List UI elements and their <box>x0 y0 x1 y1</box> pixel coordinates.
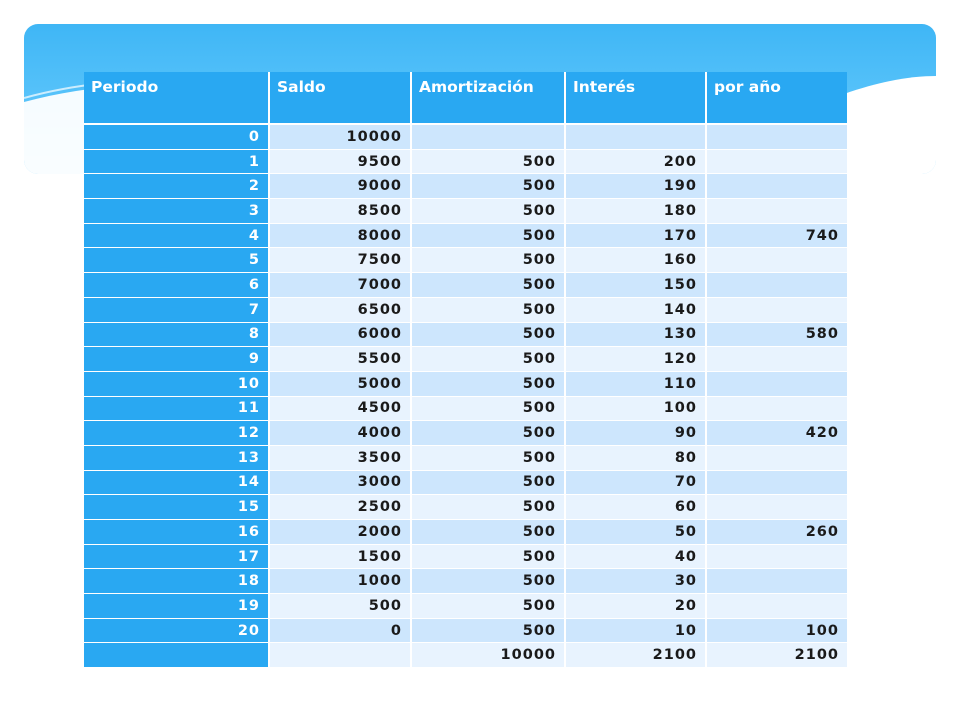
periodo-cell: 6 <box>84 273 270 298</box>
interes-cell: 150 <box>566 273 707 298</box>
header-periodo: Periodo <box>84 72 270 125</box>
table-row <box>84 298 847 323</box>
periodo-cell: 12 <box>84 421 270 446</box>
amortizacion-cell: 500 <box>412 594 566 619</box>
periodo-cell: 20 <box>84 619 270 644</box>
saldo-cell: 0 <box>270 619 412 644</box>
periodo-cell: 2 <box>84 174 270 199</box>
table-row <box>84 421 847 446</box>
header-saldo: Saldo <box>270 72 412 125</box>
interes-cell: 40 <box>566 545 707 570</box>
saldo-cell: 7500 <box>270 248 412 273</box>
amortizacion-cell: 500 <box>412 150 566 175</box>
saldo-cell: 3000 <box>270 471 412 496</box>
amortizacion-cell: 500 <box>412 619 566 644</box>
amortizacion-cell: 500 <box>412 495 566 520</box>
periodo-cell: 17 <box>84 545 270 570</box>
table-row <box>84 569 847 594</box>
saldo-cell: 8000 <box>270 224 412 249</box>
periodo-cell: 1 <box>84 150 270 175</box>
table-body <box>84 125 847 668</box>
table-row <box>84 471 847 496</box>
saldo-cell: 4000 <box>270 421 412 446</box>
por-ano-cell <box>707 199 847 224</box>
table-row <box>84 273 847 298</box>
amortizacion-cell: 500 <box>412 323 566 348</box>
periodo-cell: 0 <box>84 125 270 150</box>
interes-cell: 100 <box>566 397 707 422</box>
saldo-cell: 10000 <box>270 125 412 150</box>
interes-cell: 110 <box>566 372 707 397</box>
por-ano-cell <box>707 347 847 372</box>
amortizacion-cell: 500 <box>412 248 566 273</box>
interes-cell: 120 <box>566 347 707 372</box>
table-row <box>84 643 847 668</box>
por-ano-cell: 420 <box>707 421 847 446</box>
interes-cell: 170 <box>566 224 707 249</box>
periodo-cell: 14 <box>84 471 270 496</box>
periodo-cell: 10 <box>84 372 270 397</box>
por-ano-cell <box>707 446 847 471</box>
interes-cell: 60 <box>566 495 707 520</box>
amortizacion-cell: 500 <box>412 199 566 224</box>
table-header-row <box>84 72 847 125</box>
table-row <box>84 397 847 422</box>
periodo-cell: 3 <box>84 199 270 224</box>
table-row <box>84 545 847 570</box>
table-row <box>84 594 847 619</box>
periodo-cell: 9 <box>84 347 270 372</box>
por-ano-cell <box>707 125 847 150</box>
saldo-cell: 6000 <box>270 323 412 348</box>
saldo-cell: 1000 <box>270 569 412 594</box>
saldo-cell: 9500 <box>270 150 412 175</box>
amortizacion-cell: 500 <box>412 298 566 323</box>
periodo-cell: 4 <box>84 224 270 249</box>
saldo-cell: 3500 <box>270 446 412 471</box>
interes-cell: 140 <box>566 298 707 323</box>
amortizacion-cell: 500 <box>412 569 566 594</box>
amortization-table-container <box>84 72 847 668</box>
amortizacion-cell: 500 <box>412 372 566 397</box>
amortizacion-cell: 500 <box>412 421 566 446</box>
interes-cell: 190 <box>566 174 707 199</box>
header-interes: Interés <box>566 72 707 125</box>
interes-cell: 80 <box>566 446 707 471</box>
saldo-cell: 1500 <box>270 545 412 570</box>
amortizacion-cell: 500 <box>412 520 566 545</box>
interes-cell: 130 <box>566 323 707 348</box>
interes-cell: 30 <box>566 569 707 594</box>
saldo-cell: 9000 <box>270 174 412 199</box>
por-ano-cell <box>707 372 847 397</box>
amortizacion-cell: 500 <box>412 446 566 471</box>
amortizacion-cell: 10000 <box>412 643 566 668</box>
table-row <box>84 372 847 397</box>
amortizacion-cell: 500 <box>412 545 566 570</box>
amortizacion-cell: 500 <box>412 224 566 249</box>
saldo-cell: 7000 <box>270 273 412 298</box>
amortizacion-cell: 500 <box>412 273 566 298</box>
table-row <box>84 224 847 249</box>
table-row <box>84 619 847 644</box>
por-ano-cell: 740 <box>707 224 847 249</box>
interes-cell: 2100 <box>566 643 707 668</box>
por-ano-cell <box>707 569 847 594</box>
interes-cell: 90 <box>566 421 707 446</box>
por-ano-cell <box>707 273 847 298</box>
table-row <box>84 347 847 372</box>
periodo-cell: 11 <box>84 397 270 422</box>
table-row <box>84 248 847 273</box>
periodo-cell: 18 <box>84 569 270 594</box>
saldo-cell: 8500 <box>270 199 412 224</box>
por-ano-cell <box>707 471 847 496</box>
amortizacion-cell <box>412 125 566 150</box>
periodo-cell: 19 <box>84 594 270 619</box>
saldo-cell <box>270 643 412 668</box>
interes-cell: 20 <box>566 594 707 619</box>
por-ano-cell: 2100 <box>707 643 847 668</box>
table-row <box>84 125 847 150</box>
por-ano-cell <box>707 174 847 199</box>
por-ano-cell: 100 <box>707 619 847 644</box>
table-row <box>84 323 847 348</box>
table-row <box>84 174 847 199</box>
por-ano-cell: 260 <box>707 520 847 545</box>
header-por-ano: por año <box>707 72 847 125</box>
por-ano-cell <box>707 150 847 175</box>
periodo-cell: 16 <box>84 520 270 545</box>
por-ano-cell <box>707 397 847 422</box>
table-row <box>84 446 847 471</box>
periodo-cell: 13 <box>84 446 270 471</box>
periodo-cell: 7 <box>84 298 270 323</box>
saldo-cell: 6500 <box>270 298 412 323</box>
table-row <box>84 150 847 175</box>
por-ano-cell <box>707 495 847 520</box>
interes-cell: 50 <box>566 520 707 545</box>
saldo-cell: 4500 <box>270 397 412 422</box>
saldo-cell: 2500 <box>270 495 412 520</box>
amortizacion-cell: 500 <box>412 347 566 372</box>
table-row <box>84 520 847 545</box>
saldo-cell: 5500 <box>270 347 412 372</box>
periodo-cell: 15 <box>84 495 270 520</box>
interes-cell: 10 <box>566 619 707 644</box>
interes-cell: 180 <box>566 199 707 224</box>
por-ano-cell <box>707 545 847 570</box>
por-ano-cell <box>707 248 847 273</box>
saldo-cell: 2000 <box>270 520 412 545</box>
header-amortizacion: Amortización <box>412 72 566 125</box>
amortization-table <box>84 72 847 668</box>
amortizacion-cell: 500 <box>412 471 566 496</box>
interes-cell <box>566 125 707 150</box>
amortizacion-cell: 500 <box>412 397 566 422</box>
periodo-cell <box>84 643 270 668</box>
saldo-cell: 5000 <box>270 372 412 397</box>
por-ano-cell: 580 <box>707 323 847 348</box>
periodo-cell: 8 <box>84 323 270 348</box>
table-row <box>84 199 847 224</box>
por-ano-cell <box>707 594 847 619</box>
amortizacion-cell: 500 <box>412 174 566 199</box>
interes-cell: 160 <box>566 248 707 273</box>
saldo-cell: 500 <box>270 594 412 619</box>
periodo-cell: 5 <box>84 248 270 273</box>
table-row <box>84 495 847 520</box>
interes-cell: 70 <box>566 471 707 496</box>
interes-cell: 200 <box>566 150 707 175</box>
por-ano-cell <box>707 298 847 323</box>
